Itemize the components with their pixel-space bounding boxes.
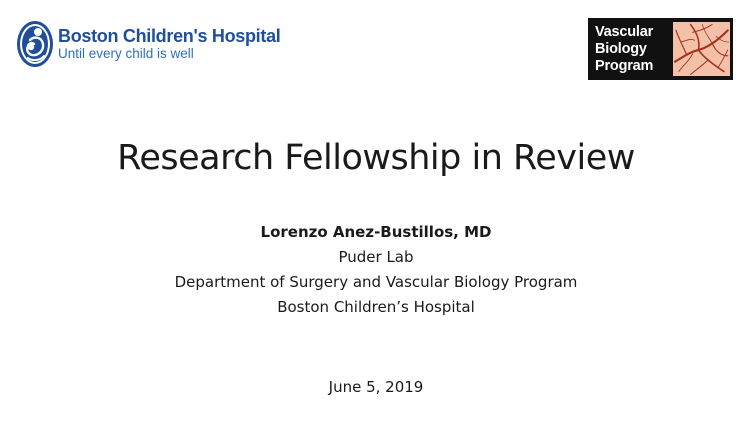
vascular-biology-program-logo bbox=[588, 18, 733, 80]
program-logo-line: Program bbox=[595, 57, 654, 74]
author-name: Lorenzo Anez-Bustillos, MD bbox=[260, 223, 492, 241]
institution-name: Boston Children’s Hospital bbox=[277, 298, 475, 316]
department-name: Department of Surgery and Vascular Biology Program bbox=[174, 273, 578, 291]
lab-name: Puder Lab bbox=[338, 248, 414, 266]
presentation-date: June 5, 2019 bbox=[328, 378, 424, 396]
hospital-logo-text bbox=[58, 26, 281, 62]
slide-title: Research Fellowship in Review bbox=[117, 138, 635, 178]
hospital-logo bbox=[16, 20, 281, 68]
program-logo-line: Biology bbox=[595, 40, 647, 57]
program-logo-line: Vascular bbox=[595, 23, 654, 40]
hospital-tagline: Until every child is well bbox=[58, 46, 194, 61]
program-logo-text bbox=[591, 24, 673, 75]
blood-vessel-network-icon bbox=[673, 22, 730, 76]
hospital-name: Boston Children's Hospital bbox=[58, 26, 281, 46]
mother-child-emblem-icon bbox=[16, 20, 54, 68]
author-block bbox=[0, 220, 752, 320]
